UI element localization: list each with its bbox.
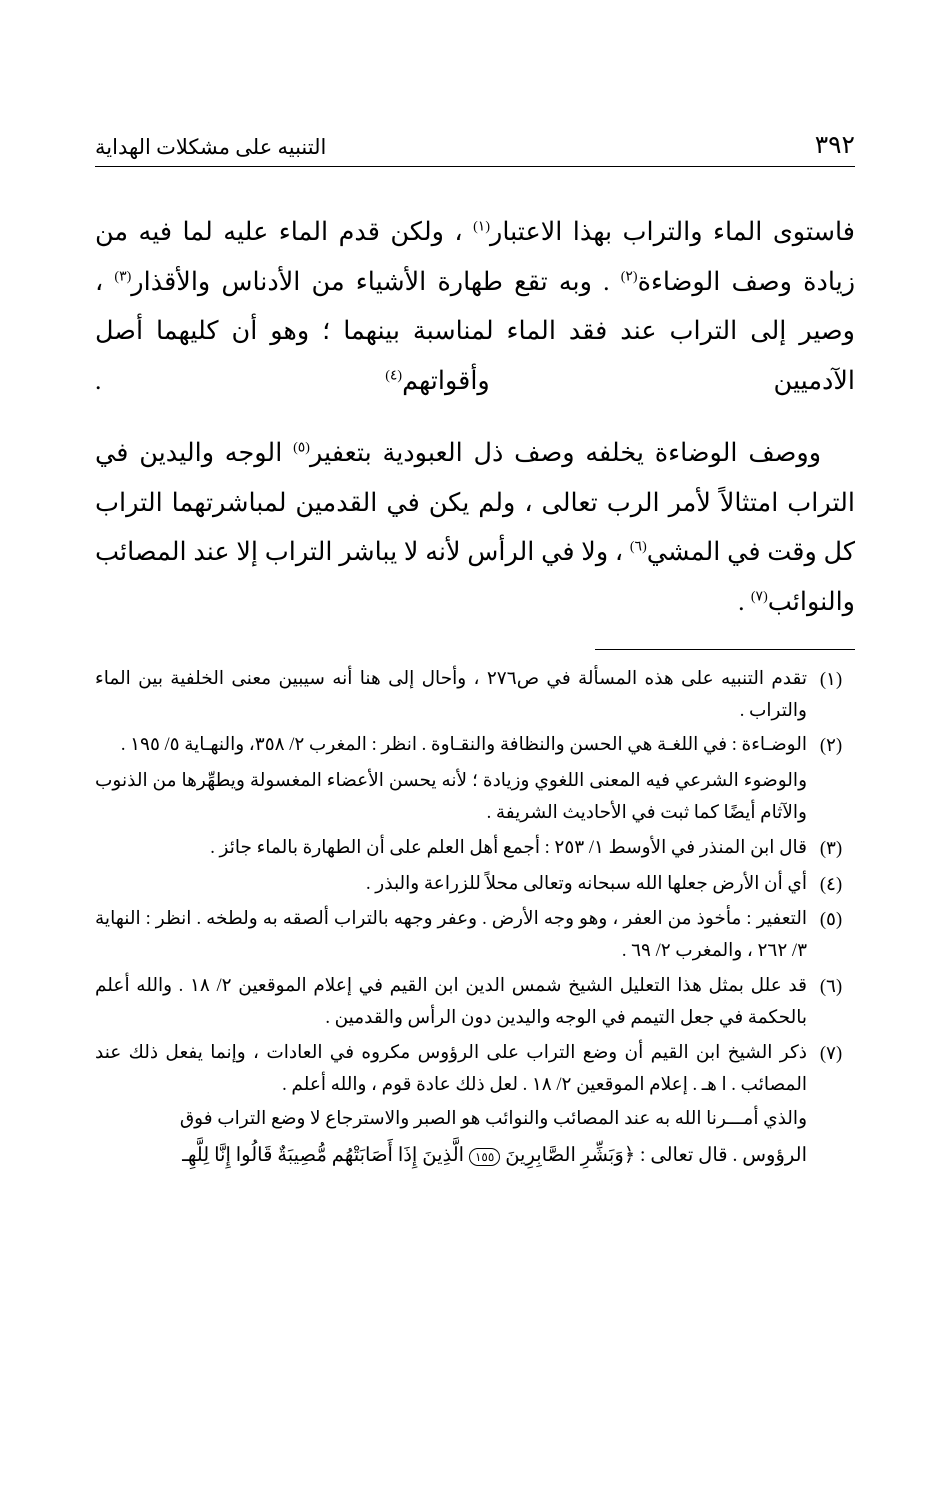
p2-seg-0: ووصف الوضاءة يخلفه وصف ذل العبودية بتعفير (309, 437, 822, 467)
footnote-number: (٣) (819, 838, 843, 859)
p1-seg-0: فاستوى الماء والتراب بهذا الاعتبار (490, 217, 855, 246)
quran-intro: الرؤوس . قال تعالى : ﴿ (623, 1145, 807, 1167)
footnote-ref-7: (٧) (750, 589, 768, 605)
quran-continuation-dash: ـ (182, 1145, 188, 1167)
footnote-text: أي أن الأرض جعلها الله سبحانه وتعالى محلاً للزراعة والبذر . (366, 873, 807, 894)
footnote-number: (٢) (819, 736, 843, 757)
footnote-item (95, 869, 855, 902)
p1-seg-4: . وبه تقع طهارة الأشياء من الأدناس والأقذار (131, 266, 621, 296)
p1-seg-6: ، وصير إلى التراب عند فقد الماء لمناسبة بينهما ؛ وهو أن كليهما أصل الآدميين وأقواتهم (95, 266, 855, 396)
footnote-text: الوضـاءة : في اللغـة هي الحسن والنظافة والنقـاوة . انظر : المغرب ٢/ ٣٥٨، والنهـاية ٥/ ١٩٥ . (120, 735, 807, 756)
paragraph-1 (95, 207, 855, 406)
footnote-ref-3: (٣) (114, 269, 132, 285)
main-text (95, 207, 855, 627)
book-title: التنبيه على مشكلات الهداية (95, 135, 327, 159)
ayah-number-marker: ١٥٥ (469, 1148, 500, 1166)
footnote-text: قال ابن المنذر في الأوسط ١/ ٢٥٣ : أجمع أهل العلم على أن الطهارة بالماء جائز . (210, 837, 807, 858)
footnote-number: (٧) (819, 1043, 843, 1064)
p1-seg-2: ، ولكن قدم الماء عليه لما فيه من زيادة وصف الوضاءة (95, 217, 856, 296)
footnote-number: (١) (819, 669, 843, 690)
footnote-text: ذكر الشيخ ابن القيم أن وضع التراب على الرؤوس مكروه في العادات ، وإنما يفعل ذلك عند المصائب . ا هـ . إعلام الموقعين ٢/ ١٨ . لعل ذلك عادة قوم ، والله أعلم . (95, 1042, 807, 1095)
paragraph-2 (95, 428, 855, 627)
footnote-continuation: والوضوء الشرعي فيه المعنى اللغوي وزيادة ؛ لأنه يحسن الأعضاء المغسولة ويطهِّرها من الذنوب والآثام أيضًا كما ثبت في الأحاديث الشريفة . (95, 771, 807, 823)
footnote-item (95, 971, 855, 1035)
footnote-number: (٦) (819, 977, 843, 998)
footnote-item (95, 1038, 855, 1102)
p1-seg-8: . (95, 366, 386, 396)
footnote-tail-line-1: والذي أمـــرنا الله به عند المصائب والنوائب هو الصبر والاسترجاع لا وضع التراب فوق (179, 1109, 807, 1130)
footnote-ref-6: (٦) (629, 539, 647, 555)
footnote-text: تقدم التنبيه على هذه المسألة في ص٢٧٦ ، وأحال إلى هنا أنه سيبين معنى الخلفية بين الماء والتراب . (95, 668, 807, 721)
footnote-item (95, 833, 855, 866)
footnote-tail-line-2 (95, 1139, 807, 1173)
footnote-item (95, 664, 855, 728)
footnotes-section (95, 664, 855, 1173)
footnote-separator (595, 649, 855, 650)
footnote-ref-2: (٢) (620, 269, 638, 285)
page-number: ٣٩٢ (814, 132, 855, 159)
footnote-ref-1: (١) (473, 219, 490, 235)
footnote-ref-4: (٤) (385, 368, 403, 384)
footnote-item (95, 730, 855, 763)
quran-text-a: وَبَشِّرِ الصَّابِرِينَ (505, 1145, 624, 1167)
footnote-item (95, 904, 855, 968)
page-header (95, 130, 855, 160)
header-divider (95, 166, 855, 167)
quran-text-b: الَّذِينَ إِذَا أَصَابَتْهُم مُّصِيبَةٌ قَالُوا إِنَّا لِلَّهِ (187, 1145, 465, 1167)
footnote-text: التعفير : مأخوذ من العفر ، وهو وجه الأرض . وعفر وجهه بالتراب ألصقه به ولطخه . انظر : النهاية ٣/ ٢٦٢ ، والمغرب ٢/ ٦٩ . (95, 909, 807, 962)
footnote-text: قد علل بمثل هذا التعليل الشيخ شمس الدين ابن القيم في إعلام الموقعين ٢/ ١٨ . والله أعلم بالحكمة في جعل التيمم في الوجه واليدين دون الرأس والقدمين . (95, 976, 807, 1028)
footnote-number: (٤) (819, 874, 843, 895)
footnote-ref-5: (٥) (293, 440, 310, 456)
p2-seg-4: ، ولا في الرأس لأنه لا يباشر التراب إلا عند المصائب والنوائب (95, 537, 855, 617)
footnote-number: (٥) (819, 910, 843, 931)
p2-seg-2: الوجه واليدين في التراب امتثالاً لأمر الرب تعالى ، ولم يكن في القدمين لمباشرتهما التراب كل وقت في المشي (95, 437, 855, 567)
p2-seg-6: . (738, 587, 751, 617)
